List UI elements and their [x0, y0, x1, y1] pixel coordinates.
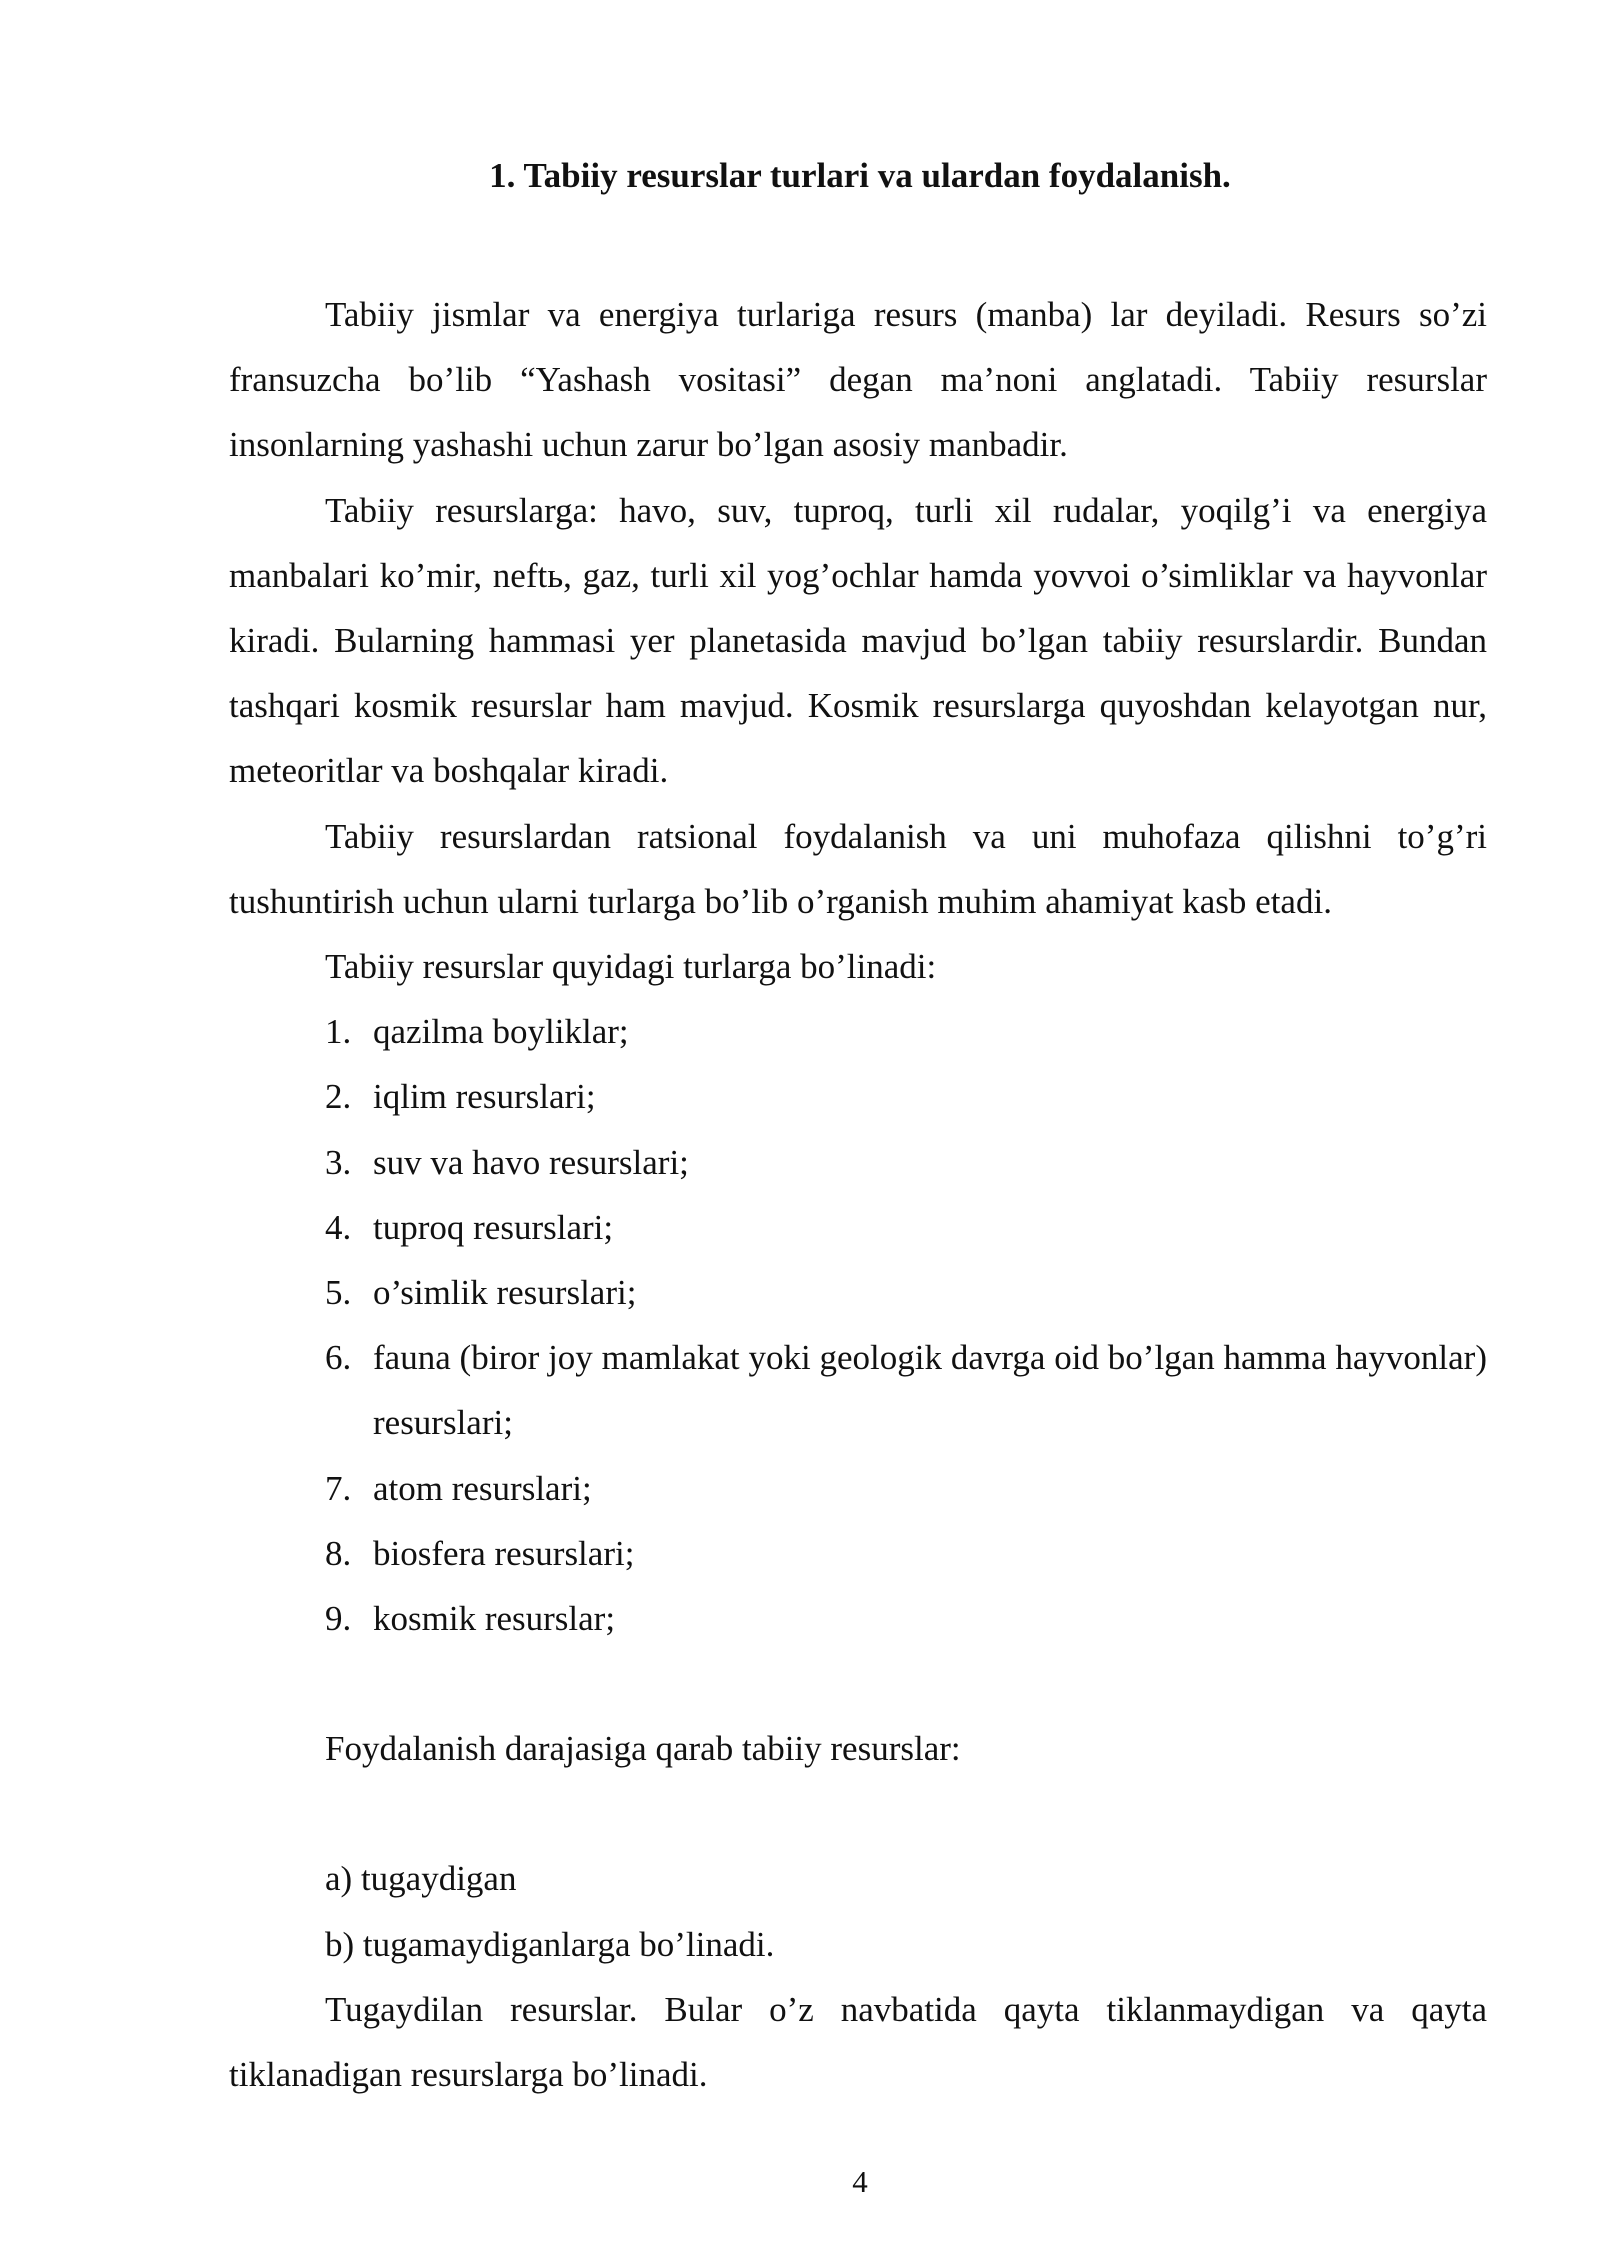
list-item-number: 4.: [325, 1207, 352, 1247]
list-item-text: biosfera resurslari;: [373, 1533, 635, 1573]
list-item-text: kosmik resurslar;: [373, 1599, 616, 1639]
list-item-text: suv va havo resurslari;: [373, 1142, 689, 1182]
paragraph-types-intro: Tabiiy resurslar quyidagi turlarga bo’linadi:: [325, 947, 937, 987]
list-item-number: 3.: [325, 1142, 352, 1182]
page-number: 4: [852, 2164, 868, 2199]
usage-heading: Foydalanish darajasiga qarab tabiiy resurslar:: [325, 1729, 961, 1769]
section-title: 1. Tabiiy resurslar turlari va ulardan foydalanish.: [489, 156, 1231, 195]
list-item-number: 5.: [325, 1273, 352, 1313]
list-item: [229, 1456, 1487, 1521]
list-item-number: 7.: [325, 1468, 352, 1508]
list-item: [229, 1586, 1487, 1651]
usage-option-b: b) tugamaydiganlarga bo’linadi.: [325, 1924, 775, 1964]
list-item-text: fauna (biror joy mamlakat yoki geologik davrga oid bo’lgan hamma hayvonlar) resurslari;: [373, 1338, 1487, 1443]
list-item: [229, 1130, 1487, 1195]
spacer: [229, 1651, 1487, 1716]
list-item-number: 1.: [325, 1012, 352, 1052]
paragraph-definition: Tabiiy jismlar va energiya turlariga resurs (manba) lar deyiladi. Resurs so’zi fransuzcha bo’lib “Yashash vositasi” degan ma’noni anglatadi. Tabiiy resurslar insonlarning yashashi uchun zarur bo’lgan asosiy manbadir.: [229, 295, 1487, 465]
paragraph-rational-use: Tabiiy resurslardan ratsional foydalanish va uni muhofaza qilishni to’g’ri tushuntirish uchun ularni turlarga bo’lib o’rganish muhim ahamiyat kasb etadi.: [229, 816, 1487, 921]
list-item-number: 6.: [325, 1338, 352, 1378]
list-item-text: tuproq resurslari;: [373, 1207, 614, 1247]
list-item: [229, 1064, 1487, 1129]
list-item: [229, 1325, 1487, 1455]
document-body: [229, 282, 1487, 2107]
list-item-text: atom resurslari;: [373, 1468, 592, 1508]
spacer: [229, 1781, 1487, 1846]
resource-types-list: [229, 999, 1487, 1651]
list-item-number: 2.: [325, 1077, 352, 1117]
list-item: [229, 1260, 1487, 1325]
paragraph-resource-examples: Tabiiy resurslarga: havo, suv, tuproq, turli xil rudalar, yoqilg’i va energiya manbalari ko’mir, neftь, gaz, turli xil yog’ochlar hamda yovvoi o’simliklar va hayvonlar kiradi. Bularning hammasi yer planetasida mavjud bo’lgan tabiiy resurslardir. Bundan tashqari kosmik resurslar ham mavjud. Kosmik resurslarga quyoshdan kelayotgan nur, meteoritlar va boshqalar kiradi.: [229, 490, 1487, 791]
usage-option-a: a) tugaydigan: [325, 1859, 517, 1899]
paragraph-exhaustible-resources: Tugaydilan resurslar. Bular o’z navbatida qayta tiklanmaydigan va qayta tiklanadigan resurslarga bo’linadi.: [229, 1989, 1487, 2095]
list-item: [229, 1521, 1487, 1586]
list-item-text: o’simlik resurslari;: [373, 1273, 637, 1313]
list-item-text: iqlim resurslari;: [373, 1077, 596, 1117]
list-item-number: 9.: [325, 1599, 352, 1639]
list-item: [229, 999, 1487, 1064]
list-item: [229, 1195, 1487, 1260]
list-item-text: qazilma boyliklar;: [373, 1012, 629, 1052]
list-item-number: 8.: [325, 1533, 352, 1573]
